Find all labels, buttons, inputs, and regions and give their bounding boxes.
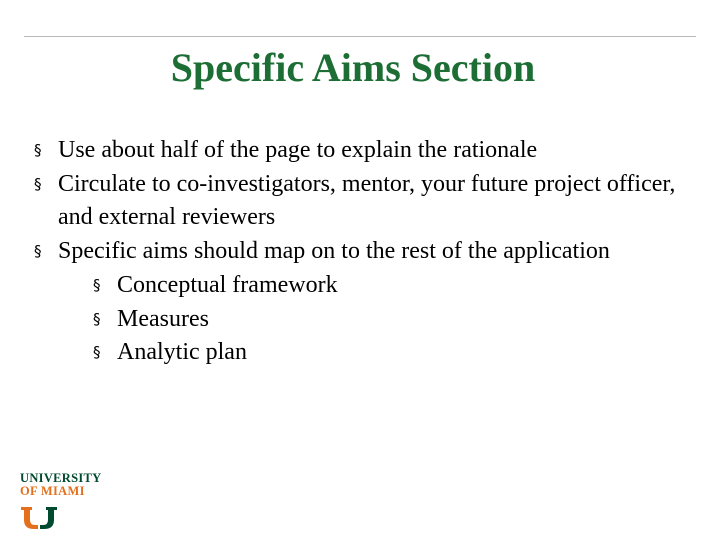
bullet-item [34,235,694,269]
university-logo [20,472,130,532]
sub-bullet-text: Conceptual framework [117,271,338,298]
slide-title: Specific Aims Section [170,45,536,90]
sub-bullet-text: Analytic plan [117,339,247,366]
bullet-list [34,134,694,370]
bullet-marker-icon: § [34,174,42,193]
bullet-marker-icon: § [34,141,42,159]
bullet-text: Use about half of the page to explain the rationale [58,137,538,163]
sub-bullet-item [34,269,694,303]
bullet-text: Specific aims should map on to the rest of the application [58,238,610,265]
bullet-marker-icon: § [93,309,101,328]
bullet-marker-icon: § [34,242,42,261]
top-divider [24,36,696,37]
bullet-marker-icon: § [93,275,101,294]
bullet-item [34,134,694,168]
sub-bullet-item [34,336,694,370]
sub-bullet-item [34,303,694,337]
bullet-marker-icon: § [93,343,101,362]
split-u-logo-icon [20,506,58,530]
bullet-text: Circulate to co-investigators, mentor, your future project officer, and external reviewers [58,170,676,231]
sub-bullet-text: Measures [117,305,209,332]
logo-line-university: UNIVERSITY [20,471,102,485]
logo-line-of-miami: OF MIAMI [20,484,85,498]
bullet-item [34,168,694,235]
